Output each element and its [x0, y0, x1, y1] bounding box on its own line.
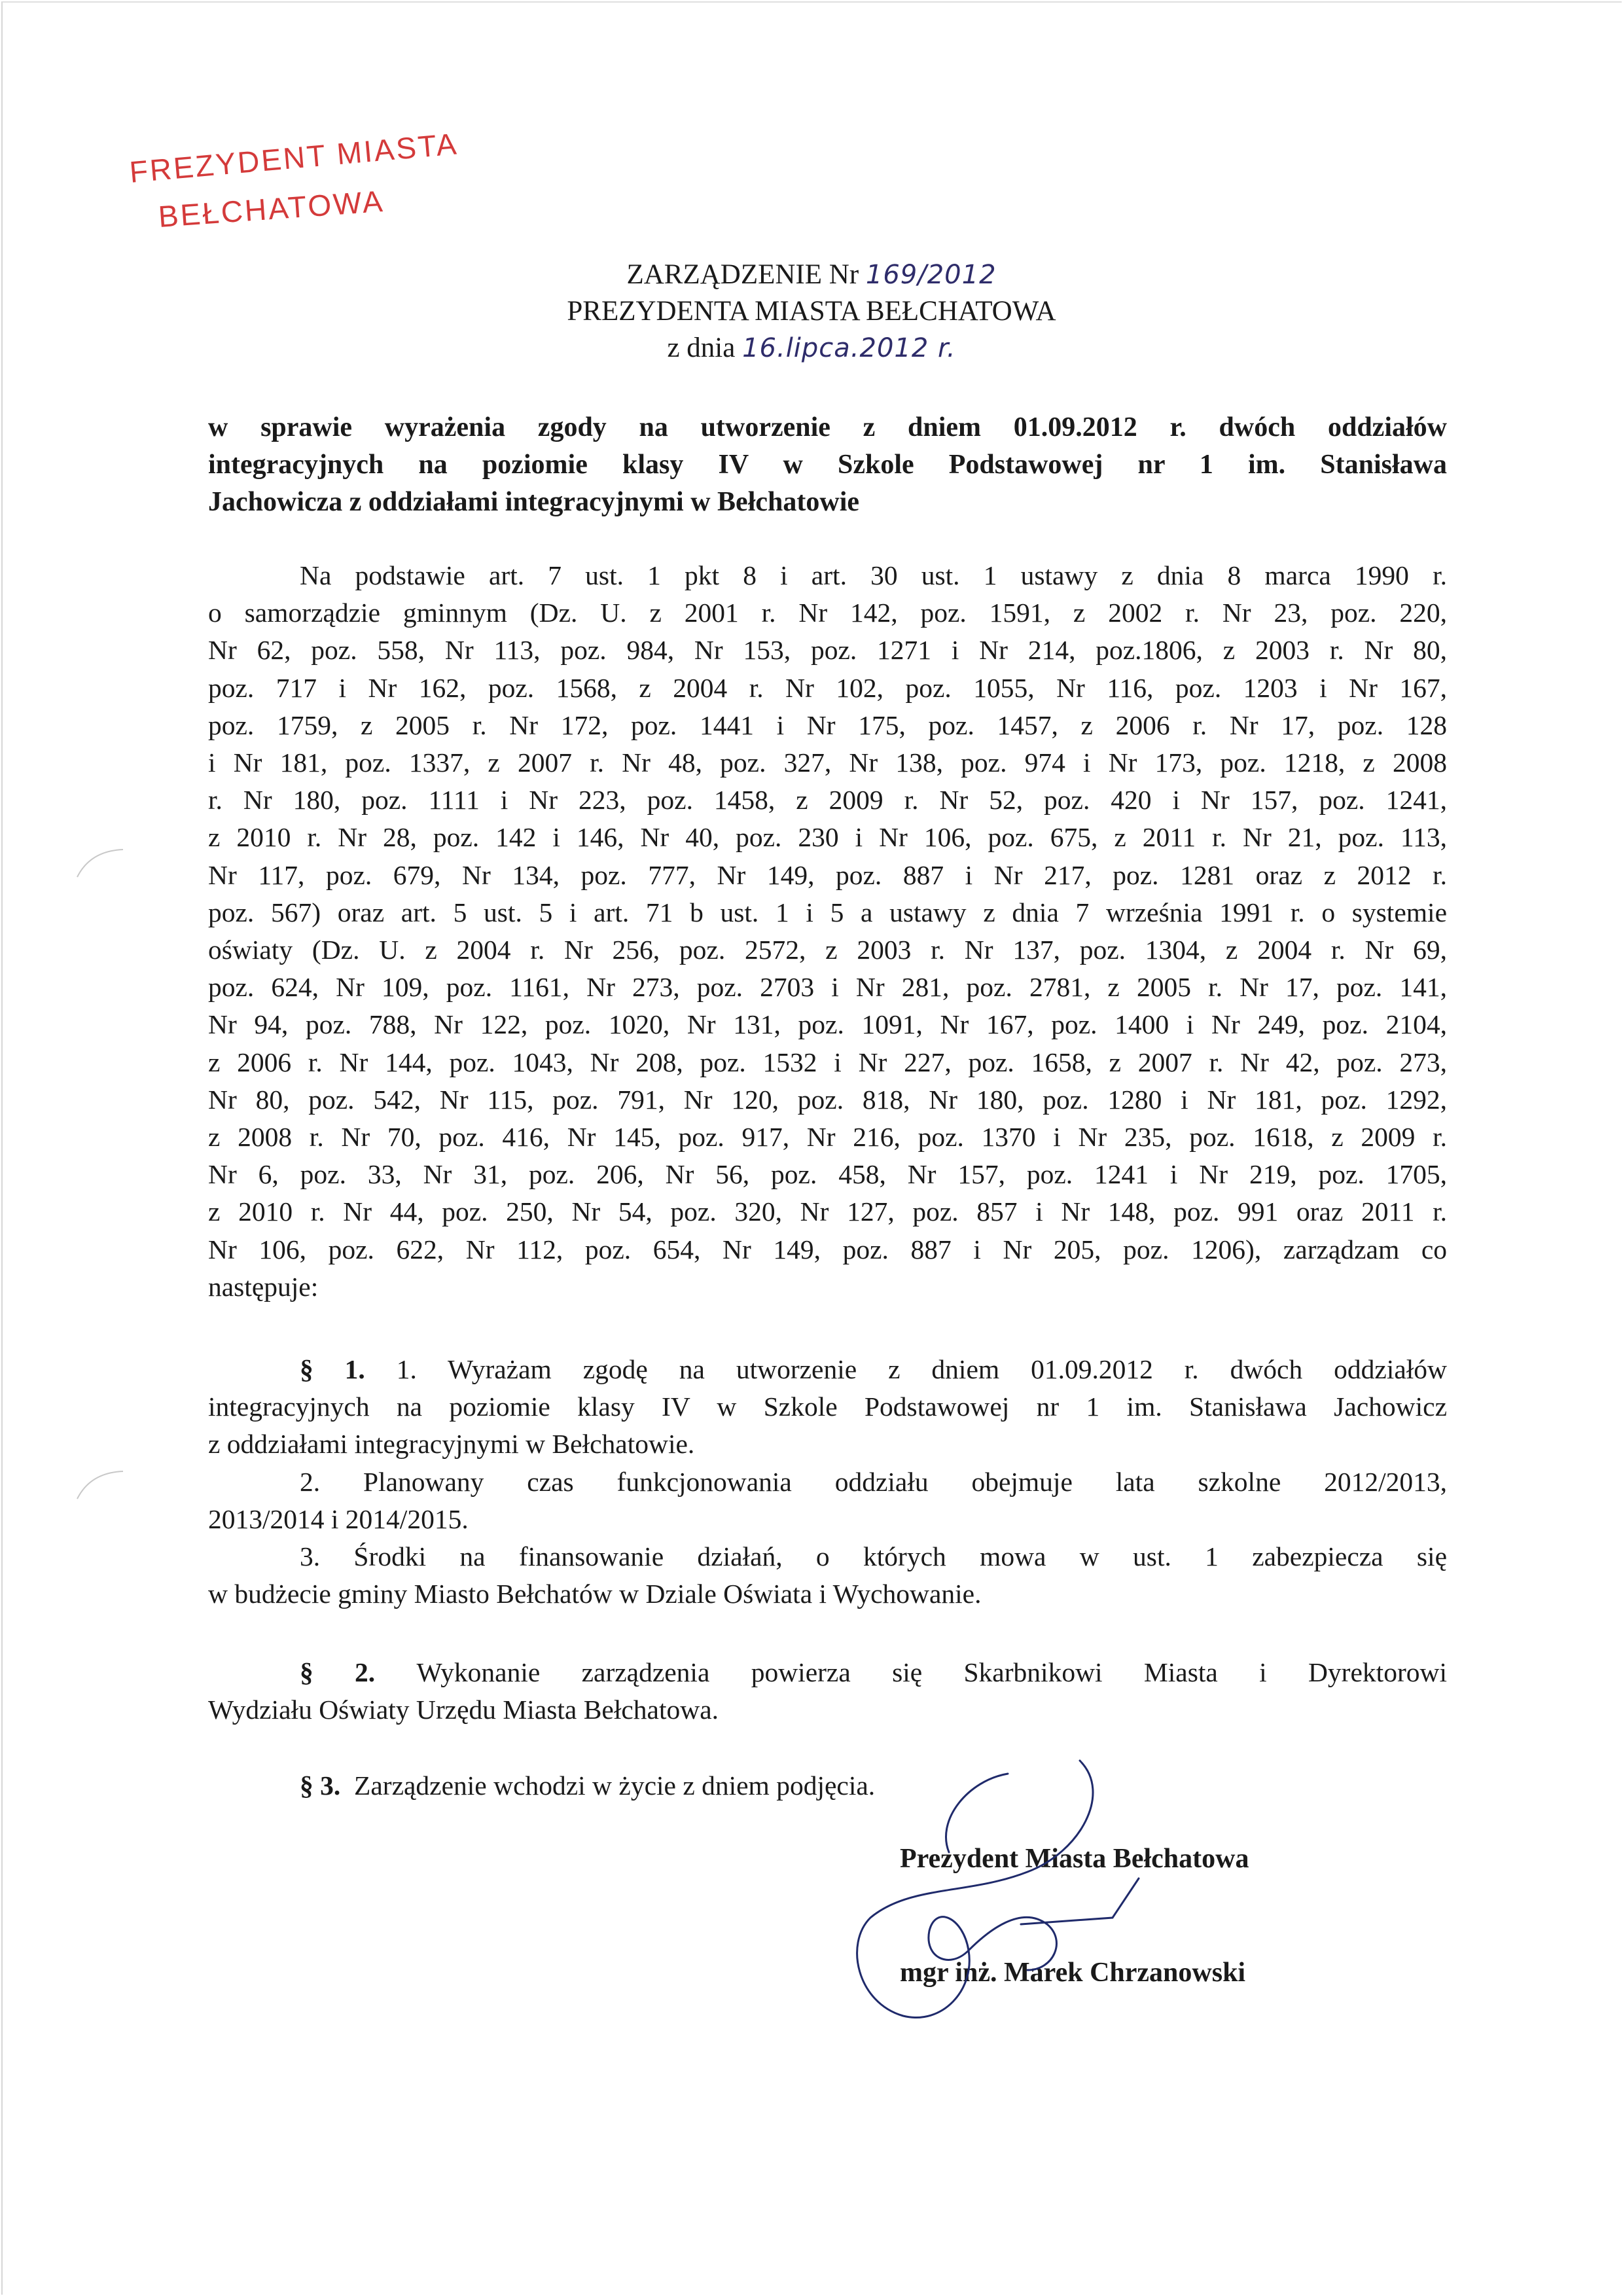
legal-basis-line: poz. 567) oraz art. 5 ust. 5 i art. 71 b ust. 1 i 5 a ustawy z dnia 7 września 1991 r. o systemie	[208, 897, 1447, 927]
section-2-text: Wykonanie zarządzenia powierza się Skarbnikowi Miasta i Dyrektorowi	[416, 1657, 1448, 1687]
section-3-marker: § 3.	[300, 1770, 341, 1801]
legal-basis-line: z 2008 r. Nr 70, poz. 416, Nr 145, poz. 917, Nr 216, poz. 1370 i Nr 235, poz. 1618, z 2009 r.	[208, 1122, 1447, 1153]
section-1-line: 3. Środki na finansowanie działań, o których mowa w ust. 1 zabezpiecza się	[300, 1541, 1447, 1572]
punch-hole-mark	[71, 844, 130, 884]
legal-basis-paragraph	[208, 557, 1447, 1306]
section-1	[208, 1351, 1447, 1613]
legal-basis-line: poz. 717 i Nr 162, poz. 1568, z 2004 r. Nr 102, poz. 1055, Nr 116, poz. 1203 i Nr 167,	[208, 672, 1447, 703]
subject-line: Jachowicza z oddziałami integracyjnymi w Bełchatowie	[208, 487, 859, 517]
handwritten-number: 169/2012	[865, 260, 997, 290]
legal-basis-line: i Nr 181, poz. 1337, z 2007 r. Nr 48, poz. 327, Nr 138, poz. 974 i Nr 173, poz. 1218, z 2008	[208, 747, 1447, 778]
legal-basis-line: z 2010 r. Nr 28, poz. 142 i 146, Nr 40, poz. 230 i Nr 106, poz. 675, z 2011 r. Nr 21, poz. 113,	[208, 822, 1447, 853]
date-line	[0, 330, 1623, 367]
handwritten-date: 16.lipca.2012 r.	[742, 333, 956, 363]
legal-basis-line: Nr 6, poz. 33, Nr 31, poz. 206, Nr 56, poz. 458, Nr 157, poz. 1241 i Nr 219, poz. 1705,	[208, 1159, 1447, 1190]
section-1-line: 2. Planowany czas funkcjonowania oddziału obejmuje lata szkolne 2012/2013,	[300, 1466, 1447, 1497]
ordinance-number-line	[0, 257, 1623, 293]
section-1-line: z oddziałami integracyjnymi w Bełchatowie.	[208, 1429, 695, 1460]
section-3-text: Zarządzenie wchodzi w życie z dniem podjęcia.	[354, 1770, 876, 1801]
legal-basis-line: Nr 62, poz. 558, Nr 113, poz. 984, Nr 153, poz. 1271 i Nr 214, poz.1806, z 2003 r. Nr 80,	[208, 635, 1447, 666]
signatory-name: mgr inż. Marek Chrzanowski	[900, 1958, 1246, 1988]
legal-basis-line: Nr 106, poz. 622, Nr 112, poz. 654, Nr 149, poz. 887 i Nr 205, poz. 1206), zarządzam co	[208, 1234, 1447, 1265]
section-1-line: integracyjnych na poziomie klasy IV w Szkole Podstawowej nr 1 im. Stanisława Jachowicz	[208, 1391, 1447, 1422]
section-1-marker: § 1.	[300, 1354, 365, 1384]
document-header	[0, 257, 1623, 367]
stamp-line-2: BEŁCHATOWA	[157, 183, 386, 234]
legal-basis-line: Na podstawie art. 7 ust. 1 pkt 8 i art. 30 ust. 1 ustawy z dnia 8 marca 1990 r.	[300, 560, 1447, 590]
legal-basis-line: Nr 94, poz. 788, Nr 122, poz. 1020, Nr 131, poz. 1091, Nr 167, poz. 1400 i Nr 249, poz. 2104,	[208, 1009, 1447, 1040]
legal-basis-line: Nr 117, poz. 679, Nr 134, poz. 777, Nr 149, poz. 887 i Nr 217, poz. 1281 oraz z 2012 r.	[208, 859, 1447, 890]
ordinance-title: ZARZĄDZENIE Nr	[626, 259, 859, 290]
section-1-text: 1. Wyrażam zgodę na utworzenie z dniem 01.09.2012 r. dwóch oddziałów	[396, 1354, 1448, 1384]
legal-basis-line: z 2010 r. Nr 44, poz. 250, Nr 54, poz. 320, Nr 127, poz. 857 i Nr 148, poz. 991 oraz 2011 r.	[208, 1196, 1447, 1227]
punch-hole-mark	[71, 1466, 130, 1505]
subject-paragraph	[208, 409, 1447, 521]
legal-basis-line: następuje:	[208, 1271, 319, 1302]
section-2	[208, 1654, 1447, 1729]
legal-basis-line: o samorządzie gminnym (Dz. U. z 2001 r. Nr 142, poz. 1591, z 2002 r. Nr 23, poz. 220,	[208, 598, 1447, 628]
issuer-line: PREZYDENTA MIASTA BEŁCHATOWA	[567, 296, 1056, 327]
legal-basis-line: Nr 80, poz. 542, Nr 115, poz. 791, Nr 120, poz. 818, Nr 180, poz. 1280 i Nr 181, poz. 1292,	[208, 1084, 1447, 1115]
legal-basis-line: oświaty (Dz. U. z 2004 r. Nr 256, poz. 2572, z 2003 r. Nr 137, poz. 1304, z 2004 r. Nr 69,	[208, 935, 1447, 965]
legal-basis-line: r. Nr 180, poz. 1111 i Nr 223, poz. 1458, z 2009 r. Nr 52, poz. 420 i Nr 157, poz. 1241,	[208, 785, 1447, 816]
stamp-line-1: FREZYDENT MIASTA	[128, 126, 460, 189]
handwritten-signature	[772, 1754, 1165, 2029]
section-2-marker: § 2.	[300, 1657, 376, 1687]
section-1-line: 2013/2014 i 2014/2015.	[208, 1503, 469, 1534]
legal-basis-line: poz. 1759, z 2005 r. Nr 172, poz. 1441 i Nr 175, poz. 1457, z 2006 r. Nr 17, poz. 128	[208, 709, 1447, 740]
signatory-title: Prezydent Miasta Bełchatowa	[900, 1844, 1249, 1874]
legal-basis-line: z 2006 r. Nr 144, poz. 1043, Nr 208, poz. 1532 i Nr 227, poz. 1658, z 2007 r. Nr 42, poz. 273,	[208, 1047, 1447, 1077]
subject-line: w sprawie wyrażenia zgody na utworzenie z dniem 01.09.2012 r. dwóch oddziałów	[208, 412, 1447, 442]
subject-line: integracyjnych na poziomie klasy IV w Szkole Podstawowej nr 1 im. Stanisława	[208, 450, 1447, 480]
office-stamp	[128, 126, 460, 243]
legal-basis-line: poz. 624, Nr 109, poz. 1161, Nr 273, poz. 2703 i Nr 281, poz. 2781, z 2005 r. Nr 17, poz. 141,	[208, 972, 1447, 1003]
section-1-line: w budżecie gminy Miasto Bełchatów w Dziale Oświata i Wychowanie.	[208, 1579, 982, 1609]
section-1-line	[208, 1351, 1447, 1388]
section-2-line: Wydziału Oświaty Urzędu Miasta Bełchatowa.	[208, 1695, 719, 1725]
section-2-line	[208, 1654, 1447, 1691]
date-prefix: z dnia	[667, 332, 736, 363]
